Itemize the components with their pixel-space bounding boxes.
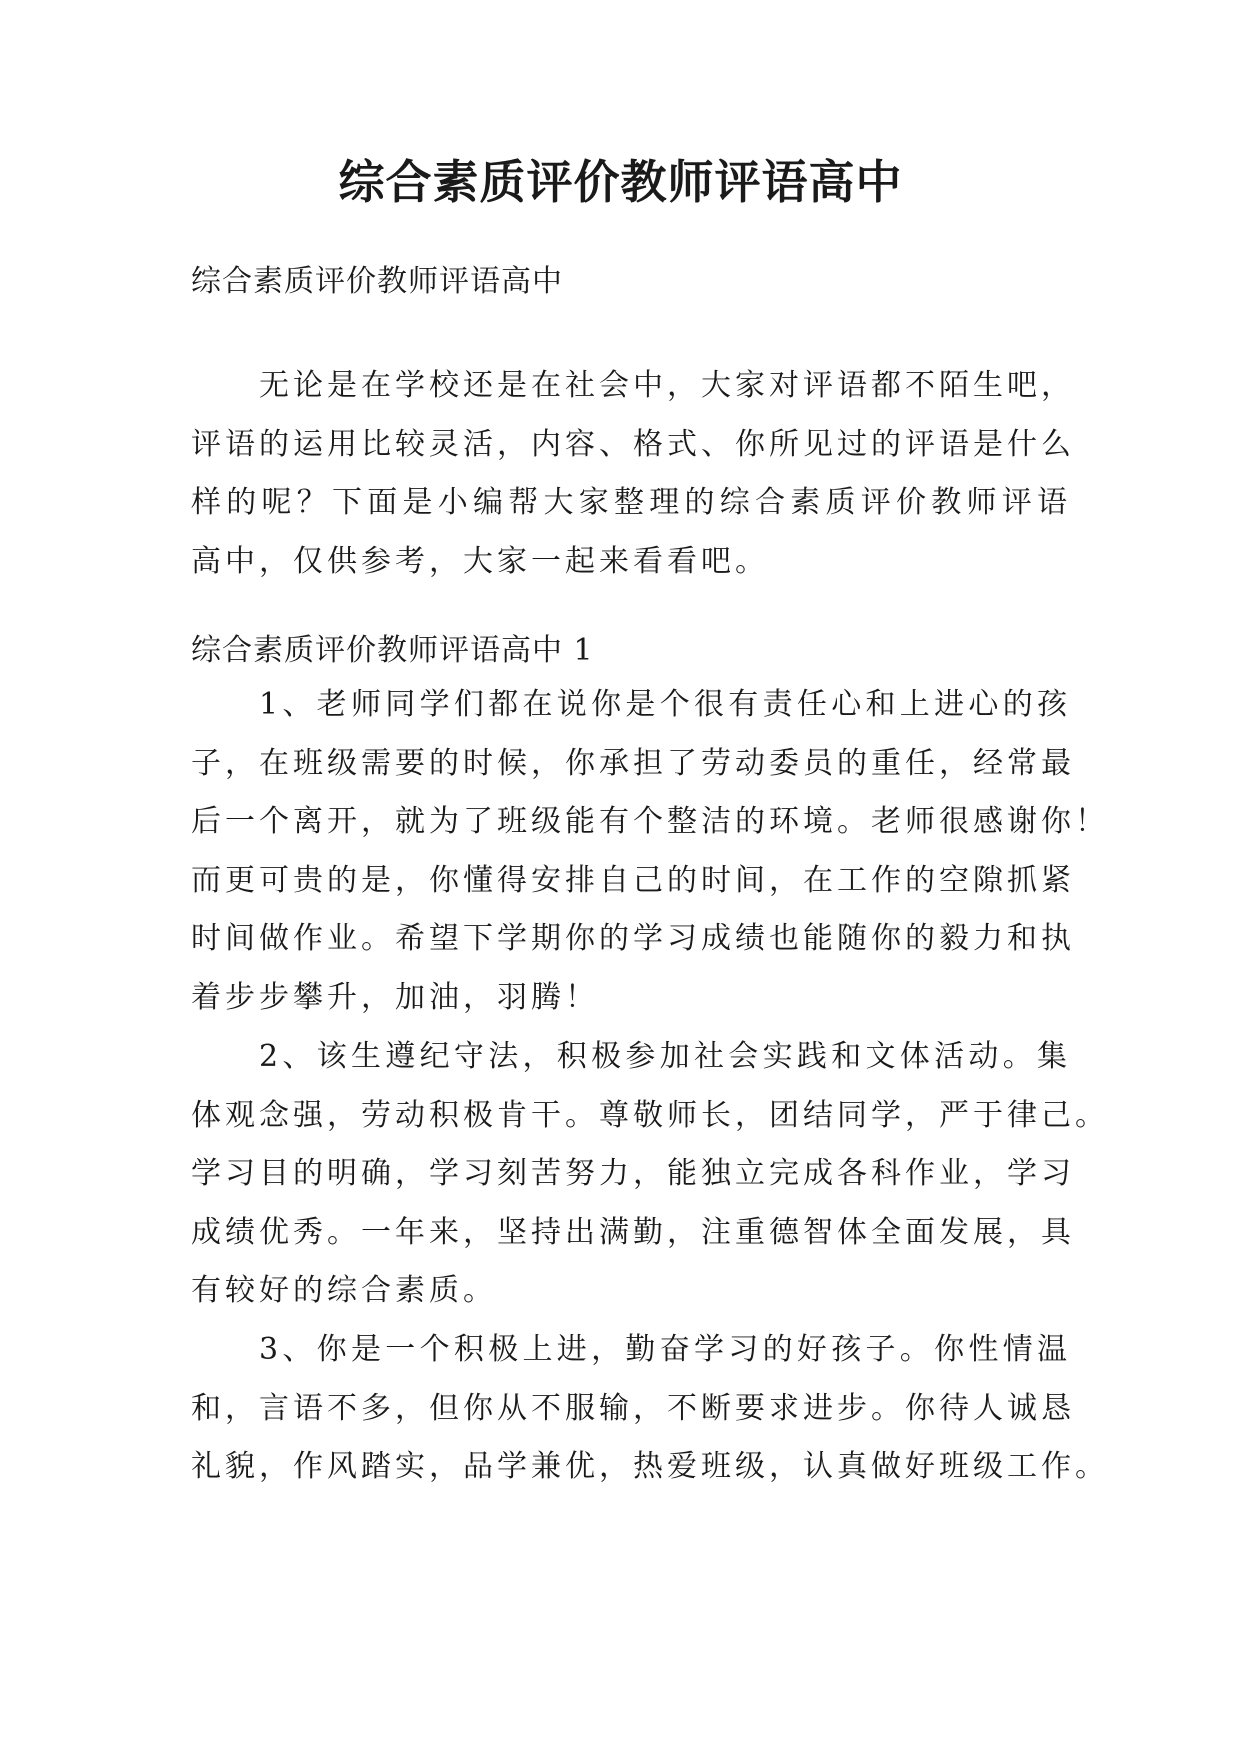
comment-line: 子，在班级需要的时候，你承担了劳动委员的重任，经常最	[191, 745, 1075, 781]
intro-line: 无论是在学校还是在社会中，大家对评语都不陌生吧，	[259, 368, 1075, 403]
comment-line: 3、你是一个积极上进，勤奋学习的好孩子。你性情温	[259, 1332, 1071, 1367]
intro-line: 样的呢？下面是小编帮大家整理的综合素质评价教师评语	[191, 485, 1071, 520]
comment-line: 着步步攀升，加油，羽腾！	[191, 979, 599, 1015]
comment-line: 2、该生遵纪守法，积极参加社会实践和文体活动。集	[259, 1039, 1071, 1074]
comment-line: 和，言语不多，但你从不服输，不断要求进步。你待人诚恳	[191, 1390, 1075, 1426]
document-subtitle: 综合素质评价教师评语高中	[191, 264, 563, 299]
document-title: 综合素质评价教师评语高中	[338, 155, 903, 209]
comment-line: 1、老师同学们都在说你是个很有责任心和上进心的孩	[259, 687, 1071, 722]
intro-line: 评语的运用比较灵活，内容、格式、你所见过的评语是什么	[191, 426, 1075, 462]
intro-line: 高中，仅供参考，大家一起来看看吧。	[191, 543, 769, 579]
comment-line: 时间做作业。希望下学期你的学习成绩也能随你的毅力和执	[191, 921, 1075, 956]
comment-line: 有较好的综合素质。	[191, 1273, 497, 1308]
section-heading: 综合素质评价教师评语高中 1	[191, 633, 594, 668]
comment-item-2	[191, 1028, 1109, 1321]
intro-paragraph	[191, 357, 1075, 591]
comment-line: 学习目的明确，学习刻苦努力，能独立完成各科作业，学习	[191, 1156, 1075, 1191]
comment-item-3	[191, 1321, 1109, 1497]
comment-line: 成绩优秀。一年来，坚持出满勤，注重德智体全面发展，具	[191, 1214, 1075, 1250]
comment-line: 礼貌，作风踏实，品学兼优，热爱班级，认真做好班级工作。	[191, 1449, 1109, 1484]
comment-item-1	[191, 676, 1109, 1027]
comment-line: 后一个离开，就为了班级能有个整洁的环境。老师很感谢你！	[191, 804, 1109, 839]
comment-line: 体观念强，劳动积极肯干。尊敬师长，团结同学，严于律己。	[191, 1097, 1109, 1133]
comment-line: 而更可贵的是，你懂得安排自己的时间，在工作的空隙抓紧	[191, 862, 1075, 898]
